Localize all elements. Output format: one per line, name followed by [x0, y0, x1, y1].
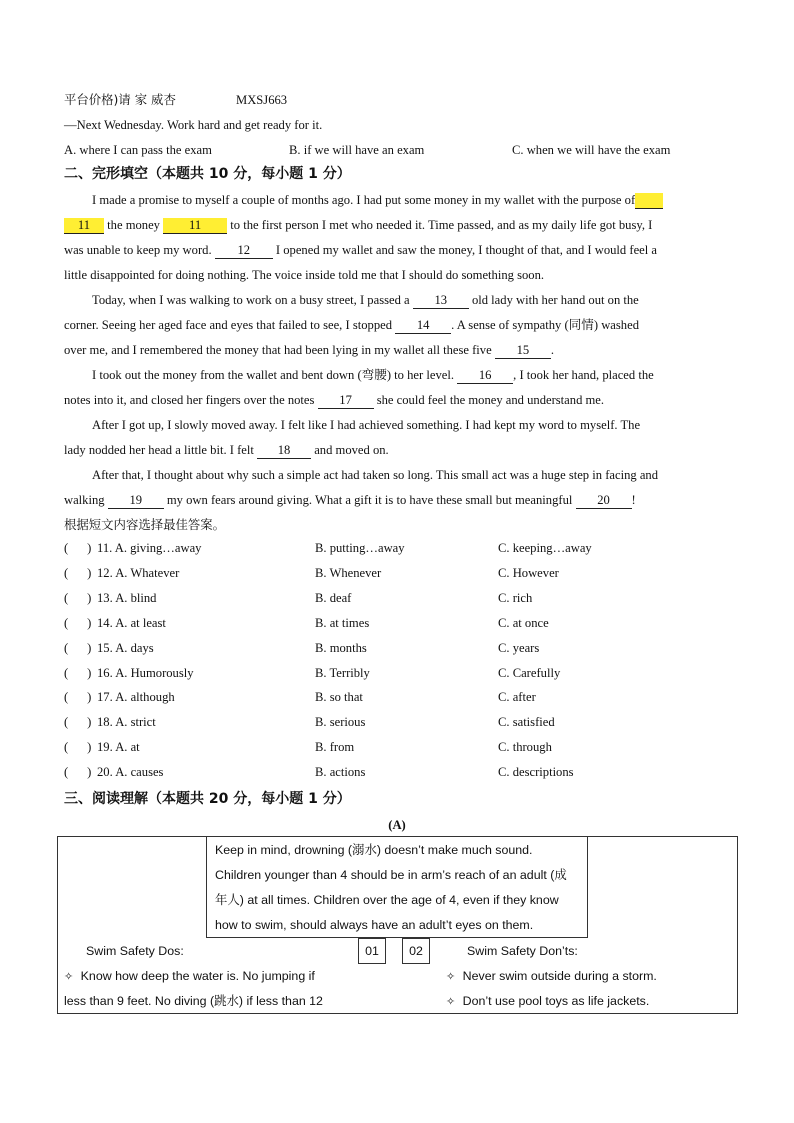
answer-bracket[interactable]: ( ) [64, 665, 92, 680]
blank-16: 16 [457, 368, 513, 384]
blank-19: 19 [108, 493, 164, 509]
exam-code: MXSJ663 [236, 93, 288, 107]
passage-line [64, 241, 734, 259]
blank-11-start [635, 193, 663, 209]
option-b: B. deaf [315, 590, 352, 605]
prev-option-b: B. if we will have an exam [289, 143, 425, 157]
passage-text: I took out the money from the wallet and bent down (弯腰) to her level. [92, 368, 454, 382]
blank-11-second: 11 [163, 218, 227, 234]
warning-line: how to swim, should always have an adult’t eyes on them. [215, 918, 534, 932]
blank-20: 20 [576, 493, 632, 509]
option-c: C. through [498, 740, 552, 755]
donts-text: Never swim outside during a storm. [462, 969, 657, 983]
question-row [64, 541, 734, 561]
prev-option-c: C. when we will have the exam [512, 143, 671, 157]
diamond-bullet-icon: ✧ [446, 995, 456, 1008]
answer-bracket[interactable]: ( ) [64, 565, 92, 580]
option-c: C. after [498, 690, 536, 705]
donts-text: Don’t use pool toys as life jackets. [462, 994, 650, 1008]
passage-line [64, 491, 734, 509]
question-row [64, 765, 734, 785]
option-b: B. serious [315, 715, 366, 730]
option-b: B. Terribly [315, 665, 370, 680]
blank-13: 13 [413, 293, 469, 309]
option-a: 15. A. days [97, 640, 154, 655]
section-2-title: 二、完形填空（本题共 10 分，每小题 1 分） [64, 166, 351, 182]
passage-line [64, 341, 734, 359]
passage-line: After that, I thought about why such a simple act had taken so long. This small act was a huge step in facing and [92, 468, 658, 482]
answer-bracket[interactable]: ( ) [64, 640, 92, 655]
diamond-bullet-icon: ✧ [64, 970, 74, 983]
dos-item [64, 967, 364, 986]
passage-text: , I took her hand, placed the [513, 368, 654, 382]
donts-item [446, 967, 731, 986]
passage-line [64, 391, 734, 409]
option-b: B. at times [315, 615, 370, 630]
question-row [64, 591, 734, 611]
option-a: 16. A. Humorously [97, 665, 194, 680]
option-a: 14. A. at least [97, 615, 166, 630]
answer-bracket[interactable]: ( ) [64, 615, 92, 630]
prev-option-a: A. where I can pass the exam [64, 143, 212, 157]
passage-text: was unable to keep my word. [64, 243, 212, 257]
warning-line: Keep in mind, drowning (溺水) doesn’t make much sound. [215, 843, 533, 857]
option-c: C. descriptions [498, 765, 574, 780]
passage-text: old lady with her hand out on the [471, 293, 639, 307]
question-row [64, 715, 734, 735]
option-c: C. years [498, 640, 540, 655]
answer-bracket[interactable]: ( ) [64, 715, 92, 730]
option-a: 20. A. causes [97, 765, 164, 780]
passage-text: I opened my wallet and saw the money, I thought of that, and I would feel a [275, 243, 657, 257]
donts-title: Swim Safety Don’ts: [467, 944, 578, 958]
diamond-bullet-icon: ✧ [446, 970, 456, 983]
blank-17: 17 [318, 393, 374, 409]
question-row [64, 641, 734, 661]
section-3-title: 三、阅读理解（本题共 20 分，每小题 1 分） [64, 791, 351, 807]
instruction: 根据短文内容选择最佳答案。 [64, 517, 226, 532]
passage-line [64, 316, 734, 334]
passage-line: After I got up, I slowly moved away. I felt like I had achieved something. I had kept my word to myself. The [92, 418, 641, 432]
previous-answer-line: —Next Wednesday. Work hard and get ready for it. [64, 118, 323, 132]
passage-line [92, 291, 732, 309]
header-line [64, 91, 734, 109]
passage-text: walking [64, 493, 105, 507]
question-row [64, 740, 734, 760]
option-a: 12. A. Whatever [97, 565, 180, 580]
passage-text: . [550, 343, 555, 357]
warning-box [206, 836, 588, 938]
option-b: B. so that [315, 690, 363, 705]
option-a: 19. A. at [97, 740, 140, 755]
passage-line [92, 191, 732, 209]
box-number-01: 01 [358, 938, 386, 964]
dos-text: Know how deep the water is. No jumping if [80, 969, 315, 983]
garbled-header-text: 平台价格)请 家 威杏 [64, 92, 176, 107]
passage-text: . A sense of sympathy (同情) washed [451, 318, 639, 332]
passage-text: and moved on. [314, 443, 389, 457]
box-number-02: 02 [402, 938, 430, 964]
passage-text: to the first person I met who needed it. Time passed, and as my daily life got busy, I [230, 218, 653, 232]
passage-line [64, 441, 734, 459]
option-c: C. rich [498, 590, 533, 605]
option-a: 13. A. blind [97, 590, 157, 605]
option-c: C. satisfied [498, 715, 555, 730]
option-a: 18. A. strict [97, 715, 156, 730]
answer-bracket[interactable]: ( ) [64, 590, 92, 605]
passage-text: the money [107, 218, 160, 232]
answer-bracket[interactable]: ( ) [64, 541, 92, 555]
dos-title: Swim Safety Dos: [86, 944, 184, 958]
warning-line: 年人) at all times. Children over the age of 4, even if they know [215, 893, 559, 907]
option-b: B. putting…away [315, 541, 405, 555]
option-b: B. months [315, 640, 367, 655]
passage-text: over me, and I remembered the money that had been lying in my wallet all these five [64, 343, 492, 357]
option-b: B. Whenever [315, 565, 382, 580]
passage-text: Today, when I was walking to work on a busy street, I passed a [92, 293, 410, 307]
option-b: B. from [315, 740, 355, 755]
option-c: C. However [498, 565, 559, 580]
donts-item [446, 992, 731, 1011]
passage-line [64, 216, 734, 234]
option-c: C. keeping…away [498, 541, 592, 555]
blank-12: 12 [215, 243, 273, 259]
passage-text: notes into it, and closed her fingers over the notes [64, 393, 315, 407]
blank-18: 18 [257, 443, 311, 459]
passage-label: (A) [388, 818, 406, 832]
passage-text: my own fears around giving. What a gift it is to have these small but meaningful [166, 493, 573, 507]
option-b: B. actions [315, 765, 366, 780]
passage-text: lady nodded her head a little bit. I felt [64, 443, 254, 457]
passage-text: corner. Seeing her aged face and eyes that failed to see, I stopped [64, 318, 392, 332]
answer-bracket[interactable]: ( ) [64, 740, 92, 755]
passage-text: I made a promise to myself a couple of months ago. I had put some money in my wallet with the purpose of [92, 193, 636, 207]
answer-bracket[interactable]: ( ) [64, 690, 92, 705]
answer-bracket[interactable]: ( ) [64, 765, 92, 780]
dos-text-continued: less than 9 feet. No diving (跳水) if less than 12 [64, 994, 323, 1008]
passage-text: ! [631, 493, 636, 507]
option-c: C. Carefully [498, 665, 561, 680]
option-a: 17. A. although [97, 690, 175, 705]
passage-text: she could feel the money and understand me. [376, 393, 605, 407]
question-row [64, 690, 734, 710]
blank-11: 11 [64, 218, 104, 234]
passage-line: little disappointed for doing nothing. The voice inside told me that I should do something soon. [64, 268, 545, 282]
blank-15: 15 [495, 343, 551, 359]
warning-line: Children younger than 4 should be in arm’s reach of an adult (成 [215, 868, 567, 882]
option-a: 11. A. giving…away [97, 541, 202, 555]
option-c: C. at once [498, 615, 549, 630]
question-row [64, 616, 734, 636]
question-row [64, 666, 734, 686]
question-row [64, 566, 734, 586]
blank-14: 14 [395, 318, 451, 334]
passage-line [92, 366, 732, 384]
